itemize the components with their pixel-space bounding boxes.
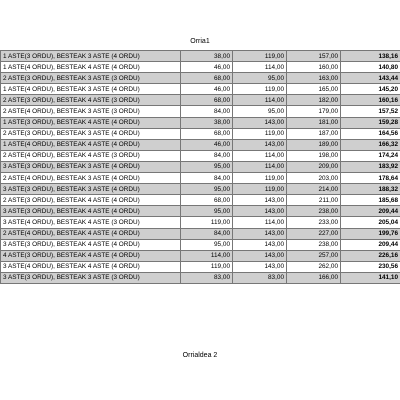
row-value-c: 233,00 bbox=[287, 217, 341, 228]
table-row bbox=[1, 95, 400, 106]
row-value-b: 119,00 bbox=[233, 184, 287, 195]
row-value-a: 84,00 bbox=[181, 150, 233, 161]
row-label: 2 ASTE(3 ORDU), BESTEAK 4 ASTE (4 ORDU) bbox=[1, 195, 181, 206]
row-value-a: 95,00 bbox=[181, 206, 233, 217]
row-label: 3 ASTE(3 ORDU), BESTEAK 3 ASTE (4 ORDU) bbox=[1, 161, 181, 172]
row-value-a: 95,00 bbox=[181, 239, 233, 250]
table-row bbox=[1, 272, 400, 283]
row-total: 205,04 bbox=[341, 217, 400, 228]
row-total: 138,16 bbox=[341, 51, 400, 62]
row-total: 157,52 bbox=[341, 106, 400, 117]
row-value-c: 165,00 bbox=[287, 84, 341, 95]
table-row bbox=[1, 206, 400, 217]
row-value-a: 95,00 bbox=[181, 184, 233, 195]
row-value-c: 238,00 bbox=[287, 239, 341, 250]
row-value-b: 119,00 bbox=[233, 51, 287, 62]
row-label: 2 ASTE(4 ORDU), BESTEAK 4 ASTE (3 ORDU) bbox=[1, 150, 181, 161]
row-value-b: 143,00 bbox=[233, 195, 287, 206]
row-label: 2 ASTE(4 ORDU), BESTEAK 4 ASTE (4 ORDU) bbox=[1, 228, 181, 239]
row-value-b: 114,00 bbox=[233, 62, 287, 73]
row-value-c: 214,00 bbox=[287, 184, 341, 195]
row-label: 1 ASTE(4 ORDU), BESTEAK 4 ASTE (4 ORDU) bbox=[1, 62, 181, 73]
row-total: 160,16 bbox=[341, 95, 400, 106]
table-body bbox=[1, 51, 400, 284]
table-row bbox=[1, 217, 400, 228]
row-label: 2 ASTE(3 ORDU), BESTEAK 3 ASTE (4 ORDU) bbox=[1, 128, 181, 139]
row-total: 230,56 bbox=[341, 261, 400, 272]
table-row bbox=[1, 195, 400, 206]
row-value-b: 119,00 bbox=[233, 173, 287, 184]
row-value-b: 143,00 bbox=[233, 261, 287, 272]
table-row bbox=[1, 173, 400, 184]
row-value-a: 114,00 bbox=[181, 250, 233, 261]
row-value-c: 203,00 bbox=[287, 173, 341, 184]
table-row bbox=[1, 228, 400, 239]
row-value-a: 46,00 bbox=[181, 139, 233, 150]
row-value-c: 238,00 bbox=[287, 206, 341, 217]
page-title: Orria1 bbox=[190, 38, 210, 45]
row-total: 178,64 bbox=[341, 173, 400, 184]
row-value-c: 189,00 bbox=[287, 139, 341, 150]
table-row bbox=[1, 261, 400, 272]
row-value-c: 179,00 bbox=[287, 106, 341, 117]
row-total: 209,44 bbox=[341, 206, 400, 217]
row-label: 3 ASTE(4 ORDU), BESTEAK 4 ASTE (3 ORDU) bbox=[1, 217, 181, 228]
row-label: 3 ASTE(3 ORDU), BESTEAK 3 ASTE (4 ORDU) bbox=[1, 184, 181, 195]
row-label: 1 ASTE(3 ORDU), BESTEAK 3 ASTE (4 ORDU) bbox=[1, 51, 181, 62]
row-value-c: 257,00 bbox=[287, 250, 341, 261]
row-value-c: 157,00 bbox=[287, 51, 341, 62]
row-total: 140,80 bbox=[341, 62, 400, 73]
row-total: 141,10 bbox=[341, 272, 400, 283]
row-total: 145,20 bbox=[341, 84, 400, 95]
table-row bbox=[1, 139, 400, 150]
row-value-a: 68,00 bbox=[181, 73, 233, 84]
row-total: 166,32 bbox=[341, 139, 400, 150]
row-value-a: 84,00 bbox=[181, 173, 233, 184]
table-row bbox=[1, 106, 400, 117]
row-value-b: 143,00 bbox=[233, 206, 287, 217]
row-value-b: 95,00 bbox=[233, 73, 287, 84]
row-value-b: 114,00 bbox=[233, 150, 287, 161]
row-total: 199,76 bbox=[341, 228, 400, 239]
row-value-a: 83,00 bbox=[181, 272, 233, 283]
row-value-a: 46,00 bbox=[181, 84, 233, 95]
row-value-c: 262,00 bbox=[287, 261, 341, 272]
row-value-c: 163,00 bbox=[287, 73, 341, 84]
row-value-a: 68,00 bbox=[181, 128, 233, 139]
row-value-a: 46,00 bbox=[181, 62, 233, 73]
row-value-c: 182,00 bbox=[287, 95, 341, 106]
table-row bbox=[1, 184, 400, 195]
table-row bbox=[1, 51, 400, 62]
row-total: 174,24 bbox=[341, 150, 400, 161]
table-row bbox=[1, 62, 400, 73]
row-label: 2 ASTE(4 ORDU), BESTEAK 3 ASTE (3 ORDU) bbox=[1, 106, 181, 117]
row-value-a: 68,00 bbox=[181, 95, 233, 106]
table-row bbox=[1, 250, 400, 261]
table-row bbox=[1, 117, 400, 128]
row-value-b: 143,00 bbox=[233, 250, 287, 261]
table-row bbox=[1, 150, 400, 161]
row-value-c: 209,00 bbox=[287, 161, 341, 172]
table-row bbox=[1, 84, 400, 95]
row-total: 183,92 bbox=[341, 161, 400, 172]
table-row bbox=[1, 128, 400, 139]
row-label: 3 ASTE(3 ORDU), BESTEAK 4 ASTE (4 ORDU) bbox=[1, 239, 181, 250]
row-total: 143,44 bbox=[341, 73, 400, 84]
data-table bbox=[0, 50, 400, 284]
row-value-b: 114,00 bbox=[233, 161, 287, 172]
row-value-a: 95,00 bbox=[181, 161, 233, 172]
row-label: 1 ASTE(4 ORDU), BESTEAK 3 ASTE (4 ORDU) bbox=[1, 84, 181, 95]
row-value-b: 114,00 bbox=[233, 95, 287, 106]
row-value-b: 83,00 bbox=[233, 272, 287, 283]
row-value-b: 119,00 bbox=[233, 128, 287, 139]
row-value-a: 38,00 bbox=[181, 117, 233, 128]
row-total: 159,28 bbox=[341, 117, 400, 128]
row-label: 3 ASTE(3 ORDU), BESTEAK 4 ASTE (4 ORDU) bbox=[1, 206, 181, 217]
row-value-b: 143,00 bbox=[233, 228, 287, 239]
row-label: 4 ASTE(3 ORDU), BESTEAK 4 ASTE (4 ORDU) bbox=[1, 250, 181, 261]
row-label: 2 ASTE(4 ORDU), BESTEAK 3 ASTE (4 ORDU) bbox=[1, 173, 181, 184]
row-value-b: 143,00 bbox=[233, 139, 287, 150]
table-row bbox=[1, 161, 400, 172]
footer-title: Orrialdea 2 bbox=[182, 352, 218, 359]
row-value-c: 160,00 bbox=[287, 62, 341, 73]
table-row bbox=[1, 239, 400, 250]
row-value-c: 181,00 bbox=[287, 117, 341, 128]
row-total: 226,16 bbox=[341, 250, 400, 261]
row-value-a: 84,00 bbox=[181, 228, 233, 239]
row-total: 209,44 bbox=[341, 239, 400, 250]
row-value-a: 119,00 bbox=[181, 261, 233, 272]
row-value-b: 143,00 bbox=[233, 239, 287, 250]
row-label: 3 ASTE(4 ORDU), BESTEAK 4 ASTE (4 ORDU) bbox=[1, 261, 181, 272]
row-value-a: 38,00 bbox=[181, 51, 233, 62]
row-value-a: 119,00 bbox=[181, 217, 233, 228]
row-value-c: 166,00 bbox=[287, 272, 341, 283]
row-value-c: 211,00 bbox=[287, 195, 341, 206]
row-value-c: 198,00 bbox=[287, 150, 341, 161]
row-label: 3 ASTE(3 ORDU), BESTEAK 3 ASTE (3 ORDU) bbox=[1, 272, 181, 283]
row-label: 2 ASTE(3 ORDU), BESTEAK 4 ASTE (3 ORDU) bbox=[1, 95, 181, 106]
row-value-a: 84,00 bbox=[181, 106, 233, 117]
row-label: 1 ASTE(4 ORDU), BESTEAK 4 ASTE (4 ORDU) bbox=[1, 139, 181, 150]
row-value-b: 143,00 bbox=[233, 117, 287, 128]
table-row bbox=[1, 73, 400, 84]
row-value-b: 95,00 bbox=[233, 106, 287, 117]
row-label: 1 ASTE(3 ORDU), BESTEAK 4 ASTE (4 ORDU) bbox=[1, 117, 181, 128]
row-value-a: 68,00 bbox=[181, 195, 233, 206]
row-total: 185,68 bbox=[341, 195, 400, 206]
row-total: 188,32 bbox=[341, 184, 400, 195]
row-value-b: 114,00 bbox=[233, 217, 287, 228]
row-total: 164,56 bbox=[341, 128, 400, 139]
row-value-b: 119,00 bbox=[233, 84, 287, 95]
row-label: 2 ASTE(3 ORDU), BESTEAK 3 ASTE (3 ORDU) bbox=[1, 73, 181, 84]
row-value-c: 187,00 bbox=[287, 128, 341, 139]
row-value-c: 227,00 bbox=[287, 228, 341, 239]
